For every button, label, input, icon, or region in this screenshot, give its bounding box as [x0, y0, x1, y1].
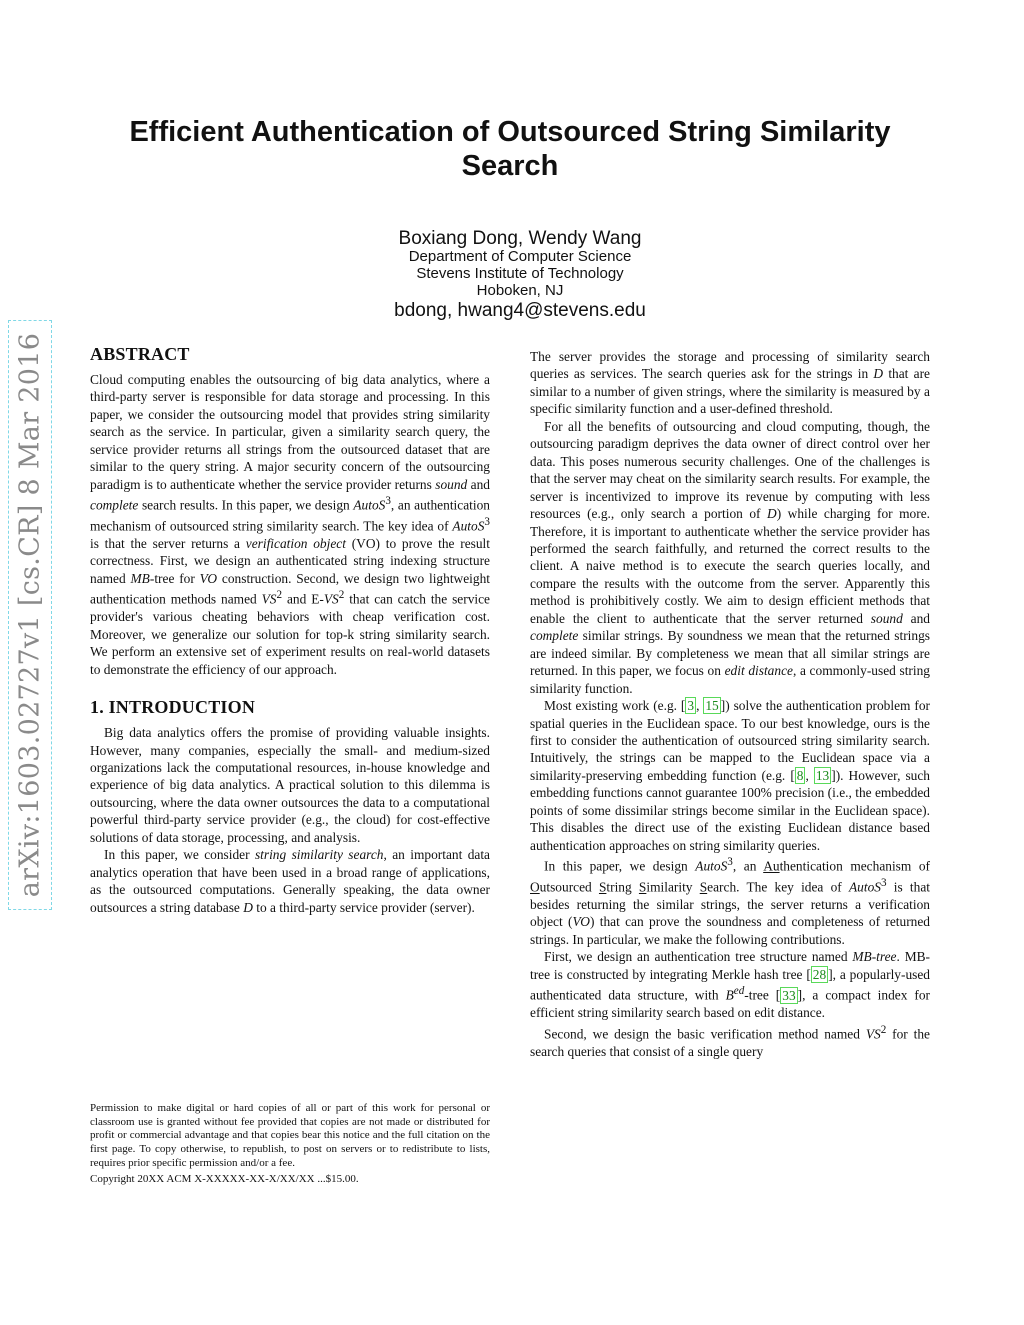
paper-title: Efficient Authentication of Outsourced String Similarity Search [129, 116, 891, 182]
arxiv-id-text: arXiv:1603.02727v1 [cs.CR] 8 Mar 2016 [14, 332, 46, 898]
citation-link[interactable]: 33 [782, 987, 796, 1003]
citation-link[interactable]: 3 [687, 698, 695, 714]
abstract-heading: ABSTRACT [90, 344, 190, 364]
author-institution: Stevens Institute of Technology [416, 265, 624, 283]
introduction-heading: 1. INTRODUCTION [90, 697, 256, 718]
abstract-body: Cloud computing enables the outsourcing of big data analytics, where a third-party server is responsible for data storage and processing. In this paper, we consider the outsourcing model that provides string similarity search as the service. In particular, given a similarity search query, the service provider returns all strings from the outsourced dataset that are similar to the query string. A major security concern of the outsourcing paradigm is to authenticate whether the service provider returns sound and complete search results. In this paper, we design AutoS$^3$, an authentication mechanism of outsourced string similarity search. The key idea of AutoS$^3$ is that the server returns a verification object (VO) to prove the result correctness. First, we design an authenticated string indexing structure named MB-tree for VO construction. Second, we design two lightweight authentication methods named $VS^2$ and $E-VS^2$ that can catch the service provider's various cheating behaviors with cheap verification cost. Moreover, we generalize our solution for top-k string similarity search. We perform an extensive set of experiment results on real-world datasets to demonstrate the efficiency of our approach. [90, 372, 491, 677]
body-paragraph: First, we design an authentication tree structure named MB-tree. MB-tree is constructed by integrating Merkle hash tree [ 28 ], a popularly-used authenticated data structure, with $B^{ed}$-tree [ 33 ], a compact index for efficient string similarity search based on edit distance. [530, 949, 931, 1021]
author-block [240, 228, 800, 321]
body-paragraph: For all the benefits of outsourcing and cloud computing, though, the outsourcing paradigm deprives the data owner of direct control over her data. This poses numerous security challenges. One of the challenges is that the server may cheat on the similarity search results. For example, the server is incentivized to improve its revenue by computing with less resources (e.g., only search a portion of D) while charging for more. Therefore, it is important to authenticate whether the service provider has performed the search faithfully, and returned the correct results to the client. A naive method is to execute the search queries locally, and compare the results with the outcome from the server. Apparently this method is prohibitively costly. We aim to design efficient methods that enable the client to authenticate that the server returned sound and complete similar strings. By soundness we mean that the returned strings are indeed similar. By completeness we mean that all similar strings are returned. In this paper, we focus on edit distance, a commonly-used string similarity function. [530, 418, 930, 696]
permission-text: Permission to make digital or hard copies of all or part of this work for personal or classroom use is granted without fee provided that copies are not made or distributed for profit or commercial advantage and that copies bear this notice and the full citation on the first page. To copy otherwise, to republish, to post on servers or to redistribute to lists, requires prior specific permission and/or a fee. [90, 1102, 490, 1169]
body-paragraph: The server provides the storage and processing of similarity search queries as services. The search queries ask for the strings in D that are similar to a number of given strings, where the similarity is measured by a specific similarity function and a user-defined threshold. [530, 349, 930, 417]
body-paragraph: Second, we design the basic verification method named $VS^2$ for the search queries that consist of a single query [530, 1023, 930, 1059]
body-paragraph: Most existing work (e.g. [ 3 , 15 ]) solve the authentication problem for spatial queries in the Euclidean space. To our best knowledge, ours is the first to consider the authentication of outsourced string similarity search. Intuitively, the strings can be mapped to the Euclidean space via a similarity-preserving embedding function (e.g. [ 8 , 13 ]). However, such embedding functions cannot guarantee 100% precision (i.e., the embedded points of some dissimilar strings become similar in the Euclidean space). This disables the direct use of the existing Euclidean distance based authentication approaches on string similarity queries. [530, 698, 930, 853]
citation-link[interactable]: 28 [812, 966, 827, 982]
citation-link[interactable]: 15 [705, 698, 719, 714]
permission-notice [90, 1102, 490, 1186]
left-column [90, 343, 490, 916]
copyright-line: Copyright 20XX ACM X-XXXXX-XX-X/XX/XX ...$15.00. [90, 1172, 359, 1185]
intro-paragraph: In this paper, we consider string similarity search, an important data analytics operation that have been used in a broad range of applications, as the outsourced computations. Generally speaking, the data owner outsources a string database D to a third-party service provider (server). [90, 847, 491, 915]
right-column [530, 348, 930, 1060]
author-department: Department of Computer Science [408, 248, 632, 266]
body-paragraph: In this paper, we design AutoS$^3$, an Authentication mechanism of Outsourced String Similarity Search. The key idea of AutoS$^3$ is that besides returning the similar strings, the server returns a verification object (VO) that can prove the soundness and completeness of returned strings. In particular, we make the following contributions. [530, 856, 931, 947]
author-names: Boxiang Dong, Wendy Wang [398, 228, 642, 249]
author-location: Hoboken, NJ [476, 281, 564, 299]
arxiv-identifier [8, 320, 52, 910]
author-email: bdong, hwang4@stevens.edu [394, 299, 646, 321]
citation-link[interactable]: 8 [796, 767, 804, 783]
intro-paragraph: Big data analytics offers the promise of providing valuable insights. However, many companies, especially the small- and medium-sized organizations lack the computational resources, in-house knowledge and experience of big data analytics. A practical solution to this dilemma is outsourcing, where the data owner outsources the data to a computational powerful third-party service provider (e.g., the cloud) for cost-effective solutions of data storage, processing, and analysis. [90, 725, 490, 845]
citation-link[interactable]: 13 [815, 767, 830, 783]
